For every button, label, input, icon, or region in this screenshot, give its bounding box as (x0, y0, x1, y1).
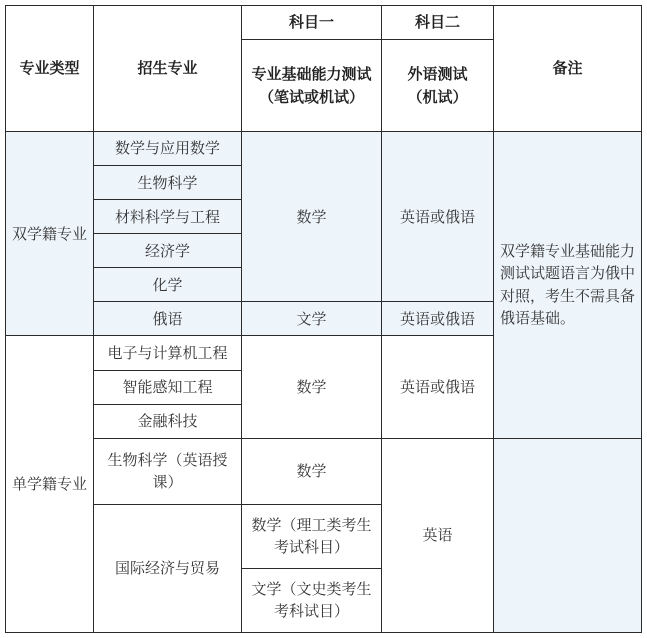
remarks-cell: 双学籍专业基础能力测试试题语言为俄中对照，考生不需具备俄语基础。 (494, 132, 642, 438)
header-remarks: 备注 (494, 6, 642, 132)
dual-type-cell: 双学籍专业 (6, 132, 94, 336)
single-major-0: 电子与计算机工程 (94, 336, 242, 370)
dual-major-0: 数学与应用数学 (94, 132, 242, 166)
dual-major-2: 材料科学与工程 (94, 200, 242, 234)
dual-subject2-b: 英语或俄语 (382, 302, 494, 336)
admissions-table (5, 5, 642, 633)
single-subject2-english: 英语 (382, 438, 494, 632)
single-subject2-group: 英语或俄语 (382, 336, 494, 438)
single-type-cell: 单学籍专业 (6, 336, 94, 633)
single-major-2: 金融科技 (94, 404, 242, 438)
header-subject-2-mode: （机试） (407, 87, 468, 106)
dual-major-5: 俄语 (94, 302, 242, 336)
single-subject1-group: 数学 (242, 336, 382, 438)
dual-subject2-a: 英语或俄语 (382, 132, 494, 302)
dual-major-1: 生物科学 (94, 166, 242, 200)
single-major-3: 生物科学（英语授课） (94, 438, 242, 504)
remarks-blank-cell (494, 438, 642, 632)
single-major-1: 智能感知工程 (94, 370, 242, 404)
dual-major-3: 经济学 (94, 234, 242, 268)
header-subject-2-name: 外语测试 (407, 65, 468, 84)
header-enroll-major: 招生专业 (94, 6, 242, 132)
header-subject-1-name: 专业基础能力测试 (251, 65, 372, 84)
header-subject-2: 科目二 (382, 6, 494, 40)
header-subject-1-detail (242, 40, 382, 132)
header-subject-2-detail (382, 40, 494, 132)
header-major-type: 专业类型 (6, 6, 94, 132)
dual-subject1-lit: 文学 (242, 302, 382, 336)
dual-major-4: 化学 (94, 268, 242, 302)
single-subject1-trade-science: 数学（理工类考生考试科目） (242, 504, 382, 568)
dual-subject1-math: 数学 (242, 132, 382, 302)
header-subject-1-mode: （笔试或机试） (258, 87, 364, 106)
header-subject-1: 科目一 (242, 6, 382, 40)
single-subject1-bio: 数学 (242, 438, 382, 504)
single-major-4: 国际经济与贸易 (94, 504, 242, 632)
single-subject1-trade-arts: 文学（文史类考生考科试目） (242, 568, 382, 632)
